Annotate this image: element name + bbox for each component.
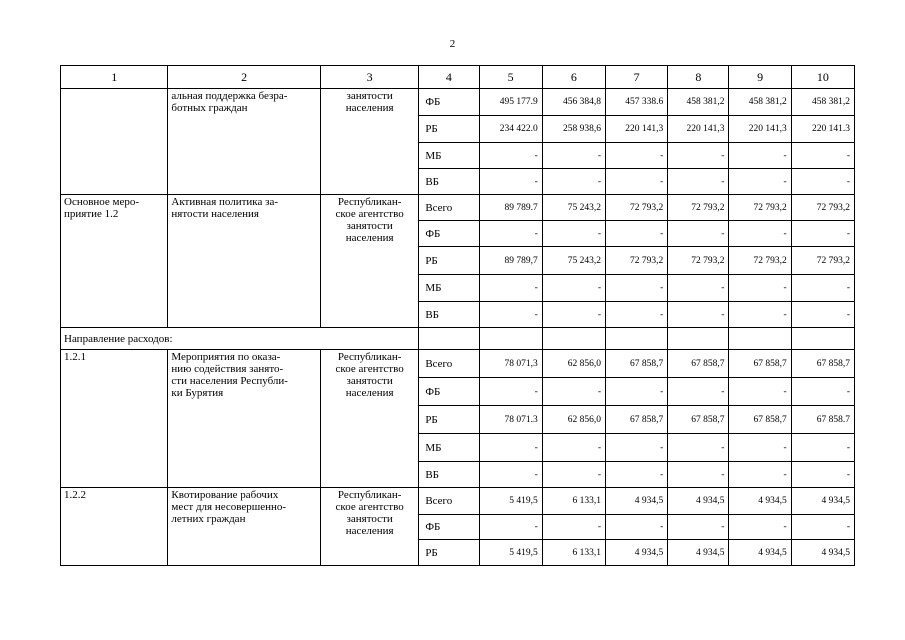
amount-cell: - [791, 302, 854, 328]
amount-cell: 72 793,2 [729, 247, 791, 275]
funding-source-cell: ВБ [419, 169, 479, 195]
amount-cell: - [668, 515, 729, 540]
amount-cell: 72 793,2 [791, 247, 854, 275]
amount-cell: 78 071,3 [479, 350, 542, 378]
executor-cell: Республикан- ское агентство занятости населения [320, 488, 418, 566]
amount-cell: - [791, 434, 854, 462]
header-cell: 3 [320, 66, 418, 89]
amount-cell: - [479, 169, 542, 195]
amount-cell: 67 858,7 [668, 350, 729, 378]
amount-cell: 458 381,2 [791, 89, 854, 116]
budget-table [60, 65, 855, 566]
amount-cell: - [606, 221, 668, 247]
amount-cell: 75 243,2 [542, 247, 605, 275]
amount-cell: 62 856,0 [542, 406, 605, 434]
section-label: Направление расходов: [61, 328, 419, 350]
header-cell: 10 [791, 66, 854, 89]
amount-cell: 67 858,7 [729, 406, 791, 434]
section-row [61, 328, 855, 350]
amount-cell: 458 381,2 [668, 89, 729, 116]
amount-cell: 220 141,3 [668, 116, 729, 143]
amount-cell: - [729, 221, 791, 247]
amount-cell: 75 243,2 [542, 195, 605, 221]
empty-cell [606, 328, 668, 350]
amount-cell: - [479, 275, 542, 302]
header-cell: 2 [168, 66, 321, 89]
empty-cell [791, 328, 854, 350]
amount-cell: 4 934,5 [791, 488, 854, 515]
amount-cell: - [729, 169, 791, 195]
funding-source-cell: РБ [419, 540, 479, 566]
amount-cell: - [606, 462, 668, 488]
amount-cell: 5 419,5 [479, 488, 542, 515]
funding-source-cell: ФБ [419, 515, 479, 540]
amount-cell: - [729, 275, 791, 302]
amount-cell: 72 793,2 [668, 247, 729, 275]
amount-cell: 258 938,6 [542, 116, 605, 143]
amount-cell: 4 934,5 [668, 540, 729, 566]
amount-cell: 72 793,2 [606, 195, 668, 221]
table-row [61, 195, 855, 221]
funding-source-cell: ВБ [419, 462, 479, 488]
amount-cell: - [729, 378, 791, 406]
amount-cell: - [542, 434, 605, 462]
funding-source-cell: Всего [419, 350, 479, 378]
amount-cell: 78 071.3 [479, 406, 542, 434]
empty-cell [419, 328, 479, 350]
table-row [61, 488, 855, 515]
amount-cell: - [542, 302, 605, 328]
amount-cell: 234 422.0 [479, 116, 542, 143]
amount-cell: - [542, 143, 605, 169]
measure-code-cell [61, 89, 168, 195]
amount-cell: - [668, 302, 729, 328]
header-cell: 5 [479, 66, 542, 89]
amount-cell: - [668, 221, 729, 247]
amount-cell: 67 858,7 [791, 350, 854, 378]
amount-cell: - [668, 434, 729, 462]
amount-cell: 72 793,2 [668, 195, 729, 221]
funding-source-cell: ФБ [419, 89, 479, 116]
header-cell: 1 [61, 66, 168, 89]
amount-cell: 456 384,8 [542, 89, 605, 116]
empty-cell [668, 328, 729, 350]
measure-name-cell: альная поддержка безра- ботных граждан [168, 89, 321, 195]
header-cell: 8 [668, 66, 729, 89]
amount-cell: - [606, 169, 668, 195]
amount-cell: - [668, 378, 729, 406]
executor-cell: занятости населения [320, 89, 418, 195]
amount-cell: 4 934,5 [791, 540, 854, 566]
page-number: 2 [449, 38, 456, 50]
amount-cell: - [606, 143, 668, 169]
amount-cell: - [542, 275, 605, 302]
amount-cell: - [791, 378, 854, 406]
amount-cell: 4 934,5 [729, 488, 791, 515]
amount-cell: 457 338.6 [606, 89, 668, 116]
amount-cell: - [791, 169, 854, 195]
amount-cell: - [542, 221, 605, 247]
amount-cell: - [791, 221, 854, 247]
measure-name-cell: Активная политика за- нятости населения [168, 195, 321, 328]
amount-cell: - [729, 515, 791, 540]
funding-source-cell: МБ [419, 143, 479, 169]
amount-cell: 6 133,1 [542, 540, 605, 566]
executor-cell: Республикан- ское агентство занятости населения [320, 195, 418, 328]
table-row [61, 350, 855, 378]
amount-cell: 495 177.9 [479, 89, 542, 116]
amount-cell: - [729, 143, 791, 169]
amount-cell: 62 856,0 [542, 350, 605, 378]
funding-source-cell: РБ [419, 247, 479, 275]
amount-cell: 458 381,2 [729, 89, 791, 116]
amount-cell: 89 789,7 [479, 247, 542, 275]
executor-cell: Республикан- ское агентство занятости населения [320, 350, 418, 488]
measure-name-cell: Квотирование рабочих мест для несовершенно- летних граждан [168, 488, 321, 566]
amount-cell: - [791, 143, 854, 169]
header-cell: 7 [606, 66, 668, 89]
header-cell: 9 [729, 66, 791, 89]
amount-cell: 67 858,7 [606, 406, 668, 434]
amount-cell: - [479, 302, 542, 328]
header-cell: 4 [419, 66, 479, 89]
amount-cell: - [542, 378, 605, 406]
amount-cell: 89 789.7 [479, 195, 542, 221]
funding-source-cell: ВБ [419, 302, 479, 328]
amount-cell: - [606, 515, 668, 540]
amount-cell: - [668, 275, 729, 302]
empty-cell [542, 328, 605, 350]
amount-cell: 4 934,5 [668, 488, 729, 515]
amount-cell: - [606, 434, 668, 462]
measure-code-cell: 1.2.2 [61, 488, 168, 566]
amount-cell: 220 141.3 [791, 116, 854, 143]
empty-cell [479, 328, 542, 350]
funding-source-cell: РБ [419, 116, 479, 143]
funding-source-cell: Всего [419, 488, 479, 515]
funding-source-cell: РБ [419, 406, 479, 434]
header-cell: 6 [542, 66, 605, 89]
amount-cell: - [479, 378, 542, 406]
amount-cell: - [729, 434, 791, 462]
measure-name-cell: Мероприятия по оказа- нию содействия занято- сти населения Республи- ки Бурятия [168, 350, 321, 488]
amount-cell: - [668, 169, 729, 195]
amount-cell: - [791, 462, 854, 488]
amount-cell: 67 858.7 [791, 406, 854, 434]
empty-cell [729, 328, 791, 350]
amount-cell: 67 858,7 [668, 406, 729, 434]
amount-cell: - [542, 462, 605, 488]
amount-cell: 4 934,5 [606, 540, 668, 566]
funding-source-cell: ФБ [419, 221, 479, 247]
table-row [61, 89, 855, 116]
amount-cell: - [479, 462, 542, 488]
amount-cell: 4 934,5 [606, 488, 668, 515]
amount-cell: 72 793,2 [606, 247, 668, 275]
funding-source-cell: МБ [419, 275, 479, 302]
amount-cell: - [606, 275, 668, 302]
amount-cell: - [542, 169, 605, 195]
amount-cell: - [668, 143, 729, 169]
amount-cell: - [479, 434, 542, 462]
amount-cell: 220 141,3 [729, 116, 791, 143]
amount-cell: 5 419,5 [479, 540, 542, 566]
amount-cell: 67 858,7 [606, 350, 668, 378]
header-row [61, 66, 855, 89]
amount-cell: - [606, 302, 668, 328]
amount-cell: 220 141,3 [606, 116, 668, 143]
amount-cell: - [791, 515, 854, 540]
measure-code-cell: Основное меро- приятие 1.2 [61, 195, 168, 328]
amount-cell: 72 793,2 [791, 195, 854, 221]
measure-code-cell: 1.2.1 [61, 350, 168, 488]
amount-cell: - [729, 302, 791, 328]
amount-cell: - [479, 143, 542, 169]
amount-cell: 72 793,2 [729, 195, 791, 221]
amount-cell: - [606, 378, 668, 406]
amount-cell: 67 858,7 [729, 350, 791, 378]
funding-source-cell: ФБ [419, 378, 479, 406]
amount-cell: 4 934,5 [729, 540, 791, 566]
funding-source-cell: Всего [419, 195, 479, 221]
amount-cell: - [479, 221, 542, 247]
amount-cell: - [668, 462, 729, 488]
amount-cell: - [479, 515, 542, 540]
amount-cell: - [729, 462, 791, 488]
funding-source-cell: МБ [419, 434, 479, 462]
amount-cell: - [791, 275, 854, 302]
amount-cell: 6 133,1 [542, 488, 605, 515]
amount-cell: - [542, 515, 605, 540]
